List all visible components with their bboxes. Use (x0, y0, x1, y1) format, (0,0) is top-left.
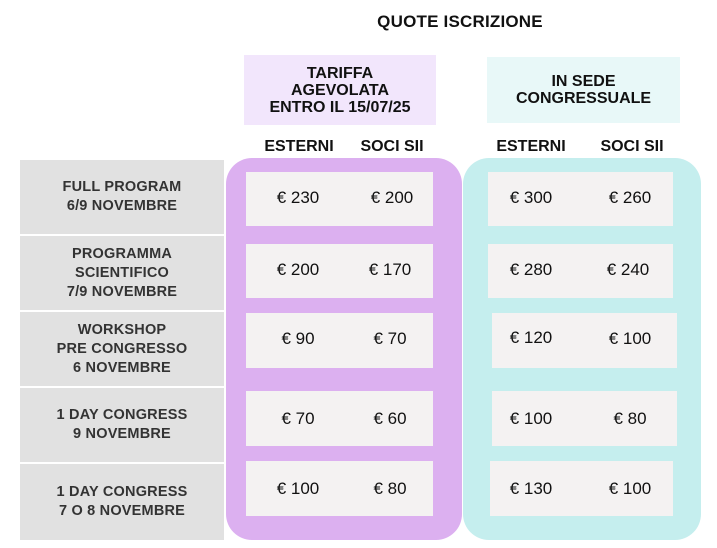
price-sede-esterni: € 100 (509, 409, 553, 428)
price-agevolata-esterni: € 70 (281, 409, 315, 428)
price-agevolata-soci: € 70 (373, 329, 407, 348)
column-header-agevolata-soci: SOCI SII (360, 138, 424, 155)
header-tariffa-agevolata: TARIFFA AGEVOLATA ENTRO IL 15/07/25 (244, 55, 436, 125)
price-agevolata-soci: € 80 (373, 479, 407, 498)
price-sede-esterni: € 120 (509, 328, 553, 347)
price-sede-soci: € 100 (608, 479, 652, 498)
price-sede-soci: € 80 (613, 409, 647, 428)
column-header-agevolata-esterni: ESTERNI (264, 138, 334, 155)
header-in-sede-congressuale: IN SEDE CONGRESSUALE (487, 57, 680, 123)
price-agevolata-esterni: € 100 (276, 479, 320, 498)
price-agevolata-soci: € 60 (373, 409, 407, 428)
price-sede-soci: € 260 (608, 188, 652, 207)
row-label-1-day-7-8-novembre: 1 DAY CONGRESS 7 O 8 NOVEMBRE (20, 464, 224, 540)
price-sede-esterni: € 280 (509, 260, 553, 279)
row-label-1-day-9-novembre: 1 DAY CONGRESS 9 NOVEMBRE (20, 388, 224, 462)
row-label-programma-scientifico: PROGRAMMA SCIENTIFICO 7/9 NOVEMBRE (20, 236, 224, 310)
price-agevolata-esterni: € 90 (281, 329, 315, 348)
row-label-workshop: WORKSHOP PRE CONGRESSO 6 NOVEMBRE (20, 312, 224, 386)
price-sede-esterni: € 130 (509, 479, 553, 498)
price-agevolata-soci: € 200 (370, 188, 414, 207)
price-agevolata-esterni: € 230 (276, 188, 320, 207)
column-header-sede-esterni: ESTERNI (496, 138, 566, 155)
price-agevolata-esterni: € 200 (276, 260, 320, 279)
price-agevolata-soci: € 170 (368, 260, 412, 279)
row-label-full-program: FULL PROGRAM 6/9 NOVEMBRE (20, 160, 224, 234)
column-header-sede-soci: SOCI SII (600, 138, 664, 155)
price-sede-soci: € 240 (606, 260, 650, 279)
price-sede-esterni: € 300 (509, 188, 553, 207)
price-sede-soci: € 100 (608, 329, 652, 348)
page-title: QUOTE ISCRIZIONE (377, 12, 543, 31)
